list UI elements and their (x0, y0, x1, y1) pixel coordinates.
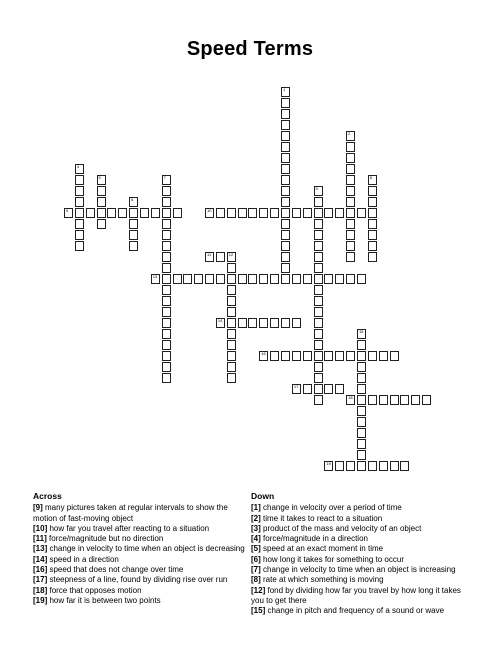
clue-number: [3] (251, 523, 261, 533)
cell-number: 18 (348, 395, 353, 400)
grid-cell[interactable] (216, 318, 225, 328)
grid-cell[interactable] (173, 274, 182, 284)
grid-cell[interactable] (314, 296, 323, 306)
grid-cell[interactable] (227, 296, 236, 306)
grid-cell[interactable] (314, 395, 323, 405)
grid-cell[interactable] (346, 395, 355, 405)
down-clue (251, 575, 466, 585)
clue-text: force/magnitude in a direction (263, 534, 368, 544)
grid-cell[interactable] (379, 461, 388, 471)
cell-number: 5 (98, 175, 101, 180)
grid-cell[interactable] (314, 252, 323, 262)
grid-cell[interactable] (303, 384, 312, 394)
grid-cell[interactable] (162, 274, 171, 284)
grid-cell[interactable] (346, 241, 355, 251)
grid-cell[interactable] (162, 351, 171, 361)
grid-cell[interactable] (346, 230, 355, 240)
grid-cell[interactable] (346, 131, 355, 141)
clue-number: [11] (33, 534, 47, 544)
across-heading: Across (33, 491, 62, 501)
clue-number: [8] (251, 575, 261, 585)
grid-cell[interactable] (75, 164, 84, 174)
grid-cell[interactable] (227, 318, 236, 328)
grid-cell[interactable] (314, 329, 323, 339)
grid-cell[interactable] (281, 142, 290, 152)
grid-cell[interactable] (281, 131, 290, 141)
down-clue (251, 514, 466, 524)
grid-cell[interactable] (75, 241, 84, 251)
across-clue (33, 503, 245, 524)
grid-cell[interactable] (205, 252, 214, 262)
grid-cell[interactable] (314, 384, 323, 394)
grid-cell[interactable] (259, 208, 268, 218)
grid-cell[interactable] (162, 197, 171, 207)
clue-number: [14] (33, 554, 48, 564)
grid-cell[interactable] (118, 208, 127, 218)
grid-cell[interactable] (314, 285, 323, 295)
down-clue (251, 586, 466, 607)
grid-cell[interactable] (281, 87, 290, 97)
cell-number: 6 (131, 197, 134, 202)
across-clue (33, 544, 245, 554)
grid-cell[interactable] (227, 285, 236, 295)
grid-cell[interactable] (357, 329, 366, 339)
grid-cell[interactable] (216, 208, 225, 218)
grid-cell[interactable] (270, 351, 279, 361)
grid-cell[interactable] (75, 186, 84, 196)
grid-cell[interactable] (75, 230, 84, 240)
grid-cell[interactable] (324, 208, 333, 218)
grid-cell[interactable] (368, 186, 377, 196)
grid-cell[interactable] (335, 274, 344, 284)
grid-cell[interactable] (314, 373, 323, 383)
grid-cell[interactable] (227, 373, 236, 383)
grid-cell[interactable] (281, 230, 290, 240)
grid-cell[interactable] (346, 461, 355, 471)
grid-cell[interactable] (194, 274, 203, 284)
clue-number: [19] (33, 595, 48, 605)
grid-cell[interactable] (314, 340, 323, 350)
clue-number: [1] (251, 503, 261, 513)
clue-text: how far you travel after reacting to a situation (49, 523, 210, 533)
grid-cell[interactable] (368, 395, 377, 405)
grid-cell[interactable] (324, 384, 333, 394)
grid-cell[interactable] (357, 450, 366, 460)
cell-number: 4 (76, 164, 80, 169)
grid-cell[interactable] (357, 417, 366, 427)
clue-text: speed that does not change over time (49, 565, 184, 575)
grid-cell[interactable] (64, 208, 73, 218)
clue-text: change in velocity over a period of time (263, 503, 402, 513)
clue-number: [16] (33, 565, 48, 575)
grid-cell[interactable] (129, 219, 138, 229)
grid-cell[interactable] (303, 274, 312, 284)
grid-cell[interactable] (314, 307, 323, 317)
grid-cell[interactable] (324, 274, 333, 284)
grid-cell[interactable] (400, 461, 409, 471)
cell-number: 10 (207, 208, 212, 213)
down-clue-list (251, 503, 466, 616)
grid-cell[interactable] (368, 219, 377, 229)
grid-cell[interactable] (238, 208, 247, 218)
clue-number: [4] (251, 534, 261, 544)
grid-cell[interactable] (162, 252, 171, 262)
down-clues (251, 491, 466, 617)
grid-cell[interactable] (227, 340, 236, 350)
across-clue (33, 596, 245, 606)
clue-text: fond by dividing how far you travel by how long it takes you to get there (251, 585, 461, 605)
grid-cell[interactable] (346, 186, 355, 196)
clue-number: [7] (251, 565, 261, 575)
cell-number: 1 (283, 87, 286, 92)
across-clue (33, 524, 245, 534)
grid-cell[interactable] (346, 219, 355, 229)
grid-cell[interactable] (357, 208, 366, 218)
grid-cell[interactable] (335, 351, 344, 361)
clue-text: how far it is between two points (49, 595, 161, 605)
grid-cell[interactable] (292, 208, 301, 218)
grid-cell[interactable] (86, 208, 95, 218)
grid-cell[interactable] (162, 175, 171, 185)
grid-cell[interactable] (97, 197, 106, 207)
grid-cell[interactable] (357, 406, 366, 416)
grid-cell[interactable] (281, 219, 290, 229)
grid-cell[interactable] (227, 263, 236, 273)
grid-cell[interactable] (270, 274, 279, 284)
grid-cell[interactable] (390, 461, 399, 471)
down-heading: Down (251, 491, 275, 501)
grid-cell[interactable] (346, 142, 355, 152)
grid-cell[interactable] (335, 461, 344, 471)
grid-cell[interactable] (281, 164, 290, 174)
grid-cell[interactable] (259, 274, 268, 284)
down-clue (251, 555, 466, 565)
grid-cell[interactable] (314, 362, 323, 372)
grid-cell[interactable] (162, 318, 171, 328)
clue-text: change in velocity to time when an object is decreasing (49, 544, 245, 554)
grid-cell[interactable] (346, 208, 355, 218)
grid-cell[interactable] (292, 384, 301, 394)
down-clue (251, 524, 466, 534)
grid-cell[interactable] (162, 296, 171, 306)
clue-text: change in pitch and frequency of a sound or wave (267, 606, 445, 616)
grid-cell[interactable] (205, 208, 214, 218)
grid-cell[interactable] (314, 230, 323, 240)
grid-cell[interactable] (248, 208, 257, 218)
grid-cell[interactable] (346, 153, 355, 163)
grid-cell[interactable] (227, 329, 236, 339)
grid-cell[interactable] (151, 274, 160, 284)
cell-number: 15 (358, 329, 364, 334)
cell-number: 17 (293, 384, 299, 389)
grid-cell[interactable] (292, 351, 301, 361)
clue-number: [2] (251, 513, 261, 523)
grid-cell[interactable] (227, 307, 236, 317)
grid-cell[interactable] (324, 351, 333, 361)
grid-cell[interactable] (162, 263, 171, 273)
clue-text: speed in a direction (49, 554, 119, 564)
clue-text: force/magnitude but no direction (49, 534, 164, 544)
clue-number: [6] (251, 554, 261, 564)
grid-cell[interactable] (346, 164, 355, 174)
clue-text: many pictures taken at regular intervals to show the motion of fast-moving object (33, 503, 228, 523)
grid-cell[interactable] (411, 395, 420, 405)
clue-number: [10] (33, 523, 48, 533)
grid-cell[interactable] (314, 219, 323, 229)
grid-cell[interactable] (400, 395, 409, 405)
grid-cell[interactable] (314, 351, 323, 361)
clue-text: time it takes to react to a situation (263, 513, 383, 523)
cell-number: 13 (152, 274, 158, 279)
grid-cell[interactable] (248, 318, 257, 328)
grid-cell[interactable] (357, 274, 366, 284)
grid-cell[interactable] (303, 351, 312, 361)
cell-number: 3 (315, 186, 318, 191)
grid-cell[interactable] (314, 263, 323, 273)
across-clue (33, 586, 245, 596)
grid-cell[interactable] (281, 175, 290, 185)
grid-cell[interactable] (259, 318, 268, 328)
grid-cell[interactable] (346, 252, 355, 262)
grid-cell[interactable] (162, 373, 171, 383)
grid-cell[interactable] (129, 197, 138, 207)
across-clue-list (33, 503, 245, 606)
grid-cell[interactable] (238, 274, 247, 284)
grid-cell[interactable] (162, 241, 171, 251)
grid-cell[interactable] (314, 208, 323, 218)
grid-cell[interactable] (346, 197, 355, 207)
clue-text: rate at which something is moving (263, 575, 384, 585)
grid-cell[interactable] (281, 252, 290, 262)
grid-cell[interactable] (357, 351, 366, 361)
across-clue (33, 534, 245, 544)
grid-cell[interactable] (75, 219, 84, 229)
grid-cell[interactable] (173, 208, 182, 218)
grid-cell[interactable] (281, 263, 290, 273)
cell-number: 19 (326, 461, 331, 466)
clue-number: [15] (251, 606, 266, 616)
grid-cell[interactable] (162, 340, 171, 350)
grid-cell[interactable] (346, 351, 355, 361)
clue-text: steepness of a line, found by dividing rise over run (49, 575, 228, 585)
grid-cell[interactable] (281, 318, 290, 328)
grid-cell[interactable] (368, 241, 377, 251)
clue-number: [5] (251, 544, 261, 554)
cell-number: 16 (261, 351, 266, 356)
cell-number: 11 (207, 252, 212, 257)
grid-cell[interactable] (183, 274, 192, 284)
grid-cell[interactable] (162, 208, 171, 218)
grid-cell[interactable] (357, 428, 366, 438)
across-clue (33, 555, 245, 565)
grid-cell[interactable] (368, 197, 377, 207)
grid-cell[interactable] (162, 285, 171, 295)
grid-cell[interactable] (368, 230, 377, 240)
puzzle-title: Speed Terms (186, 38, 314, 60)
grid-cell[interactable] (162, 329, 171, 339)
across-clue (33, 565, 245, 575)
grid-cell[interactable] (335, 384, 344, 394)
grid-cell[interactable] (227, 208, 236, 218)
grid-cell[interactable] (162, 230, 171, 240)
cell-number: 8 (369, 175, 373, 180)
grid-cell[interactable] (97, 219, 106, 229)
across-clues (33, 491, 245, 606)
clue-number: [17] (33, 575, 48, 585)
grid-cell[interactable] (281, 153, 290, 163)
grid-cell[interactable] (270, 208, 279, 218)
grid-cell[interactable] (270, 318, 279, 328)
down-clue (251, 565, 466, 575)
grid-cell[interactable] (129, 230, 138, 240)
grid-cell[interactable] (75, 197, 84, 207)
grid-cell[interactable] (314, 186, 323, 196)
down-clue (251, 534, 466, 544)
grid-cell[interactable] (281, 197, 290, 207)
cell-number: 2 (348, 131, 351, 136)
grid-cell[interactable] (324, 461, 333, 471)
grid-cell[interactable] (379, 351, 388, 361)
down-clue (251, 606, 466, 616)
grid-cell[interactable] (281, 98, 290, 108)
clue-number: [12] (251, 585, 266, 595)
grid-cell[interactable] (227, 362, 236, 372)
grid-cell[interactable] (357, 373, 366, 383)
clue-text: how long it takes for something to occur (263, 554, 404, 564)
grid-cell[interactable] (314, 197, 323, 207)
grid-cell[interactable] (314, 318, 323, 328)
clue-number: [9] (33, 503, 43, 513)
grid-cell[interactable] (292, 274, 301, 284)
grid-cell[interactable] (357, 384, 366, 394)
grid-cell[interactable] (216, 274, 225, 284)
grid-cell[interactable] (259, 351, 268, 361)
grid-cell[interactable] (368, 208, 377, 218)
clue-number: [18] (33, 585, 48, 595)
down-clue (251, 503, 466, 513)
grid-cell[interactable] (314, 274, 323, 284)
grid-cell[interactable] (140, 208, 149, 218)
grid-cell[interactable] (97, 175, 106, 185)
cell-number: 9 (66, 208, 69, 213)
grid-cell[interactable] (248, 274, 257, 284)
clue-text: change in velocity to time when an object is increasing (263, 565, 456, 575)
grid-cell[interactable] (162, 186, 171, 196)
grid-cell[interactable] (281, 241, 290, 251)
grid-cell[interactable] (368, 351, 377, 361)
grid-cell[interactable] (281, 208, 290, 218)
clue-text: force that opposes motion (49, 585, 142, 595)
grid-cell[interactable] (151, 208, 160, 218)
grid-cell[interactable] (238, 318, 247, 328)
grid-cell[interactable] (368, 252, 377, 262)
grid-cell[interactable] (422, 395, 431, 405)
cell-number: 12 (228, 252, 234, 257)
grid-cell[interactable] (357, 340, 366, 350)
grid-cell[interactable] (227, 351, 236, 361)
grid-cell[interactable] (162, 219, 171, 229)
grid-cell[interactable] (346, 274, 355, 284)
grid-cell[interactable] (314, 241, 323, 251)
grid-cell[interactable] (303, 208, 312, 218)
grid-cell[interactable] (379, 395, 388, 405)
grid-cell[interactable] (335, 208, 344, 218)
grid-cell[interactable] (357, 362, 366, 372)
grid-cell[interactable] (129, 241, 138, 251)
grid-cell[interactable] (368, 175, 377, 185)
down-clue (251, 544, 466, 554)
grid-cell[interactable] (292, 318, 301, 328)
across-clue (33, 575, 245, 585)
cell-number: 14 (217, 318, 223, 323)
clue-text: product of the mass and velocity of an object (263, 523, 422, 533)
grid-cell[interactable] (357, 395, 366, 405)
grid-cell[interactable] (368, 461, 377, 471)
grid-cell[interactable] (162, 362, 171, 372)
grid-cell[interactable] (97, 208, 106, 218)
grid-cell[interactable] (75, 175, 84, 185)
grid-cell[interactable] (162, 307, 171, 317)
grid-cell[interactable] (216, 252, 225, 262)
grid-cell[interactable] (390, 395, 399, 405)
grid-cell[interactable] (129, 208, 138, 218)
grid-cell[interactable] (227, 252, 236, 262)
grid-cell[interactable] (346, 175, 355, 185)
grid-cell[interactable] (357, 439, 366, 449)
grid-cell[interactable] (357, 461, 366, 471)
grid-cell[interactable] (205, 274, 214, 284)
grid-cell[interactable] (281, 274, 290, 284)
grid-cell[interactable] (97, 186, 106, 196)
clue-text: speed at an exact moment in time (263, 544, 384, 554)
grid-cell[interactable] (75, 208, 84, 218)
grid-cell[interactable] (281, 186, 290, 196)
grid-cell[interactable] (281, 351, 290, 361)
cell-number: 7 (163, 175, 166, 180)
grid-cell[interactable] (281, 109, 290, 119)
grid-cell[interactable] (281, 120, 290, 130)
grid-cell[interactable] (390, 351, 399, 361)
clue-number: [13] (33, 544, 48, 554)
grid-cell[interactable] (107, 208, 116, 218)
grid-cell[interactable] (227, 274, 236, 284)
